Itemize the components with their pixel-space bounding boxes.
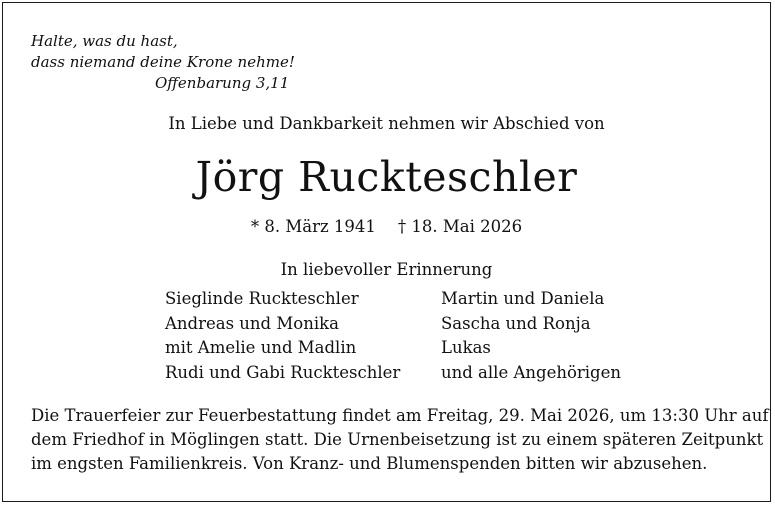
mourner-name: Martin und Daniela: [441, 289, 605, 308]
mourner-name: mit Amelie und Madlin: [165, 338, 357, 357]
mourner-name: Sascha und Ronja: [441, 313, 591, 333]
mourner-name: Rudi und Gabi Ruckteschler: [165, 362, 401, 382]
bible-verse: [31, 31, 295, 94]
mourner-name: und alle Angehörigen: [441, 362, 622, 382]
intro-text: In Liebe und Dankbarkeit nehmen wir Abschied von: [168, 114, 605, 133]
life-dates: [3, 217, 770, 236]
mourner-name: Sieglinde Ruckteschler: [165, 289, 359, 308]
verse-line: dass niemand deine Krone nehme!: [31, 53, 295, 71]
mourners-right-column: [441, 287, 621, 385]
deceased-name: Jörg Ruckteschler: [195, 153, 578, 201]
death-date: † 18. Mai 2026: [397, 217, 523, 236]
birth-date: * 8. März 1941: [250, 217, 376, 236]
mourner-name: Lukas: [441, 338, 491, 357]
mourner-name: Andreas und Monika: [165, 313, 339, 333]
memory-heading: In liebevoller Erinnerung: [280, 260, 493, 279]
verse-line: Halte, was du hast,: [31, 32, 178, 50]
obituary-card: [2, 2, 771, 502]
notice-line: dem Friedhof in Möglingen statt. Die Urnenbeisetzung ist zu einem späteren Zeitpunkt: [31, 430, 764, 449]
notice-line: Die Trauerfeier zur Feuerbestattung findet am Freitag, 29. Mai 2026, um 13:30 Uhr auf: [31, 406, 769, 425]
mourners-left-column: [165, 287, 400, 385]
notice-line: im engsten Familienkreis. Von Kranz- und Blumenspenden bitten wir abzusehen.: [31, 454, 708, 473]
verse-reference: Offenbarung 3,11: [155, 74, 290, 92]
funeral-notice: [31, 404, 769, 476]
